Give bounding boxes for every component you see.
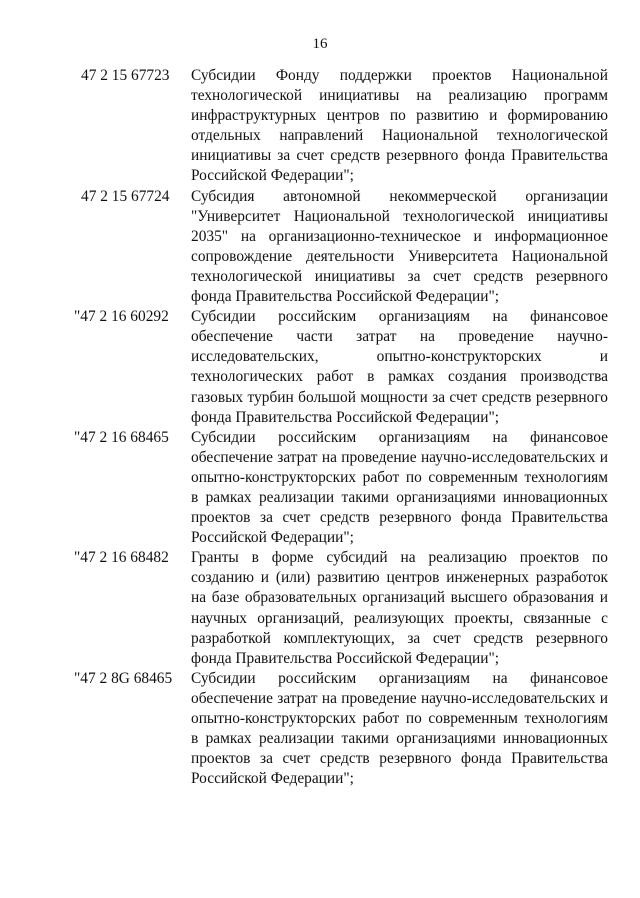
entry-code: 47 2 15 67724 <box>81 187 170 205</box>
list-item <box>74 669 608 790</box>
classification-list <box>74 66 608 789</box>
list-item <box>74 66 608 187</box>
entry-code: "47 2 16 68482 <box>74 549 169 567</box>
entry-description: Субсидия автономной некоммерческой организации "Университет Национальной технологической инициативы 2035" на организационно-техническое и информационное сопровождение деятельности Университета Национальной технологической инициативы за счет средств резервного фонда Правительства Российской Федерации"; <box>191 187 608 306</box>
entry-code: "47 2 16 68465 <box>74 428 169 446</box>
entry-description: Субсидии российским организациям на финансовое обеспечение части затрат на проведение научно-исследовательских, опытно-конструкторских и технологических работ в рамках создания производства газовых турбин большой мощности за счет средств резервного фонда Правительства Российской Федерации"; <box>191 308 608 426</box>
entry-description: Субсидии Фонду поддержки проектов Национальной технологической инициативы на реализацию программ инфраструктурных центров по развитию и формированию отдельных направлений Национальной технологической инициативы за счет средств резервного фонда Правительства Российской Федерации"; <box>191 67 608 185</box>
list-item <box>74 428 608 549</box>
list-item <box>74 548 608 669</box>
list-item <box>74 307 608 428</box>
entry-code: "47 2 16 60292 <box>74 308 169 326</box>
page-number: 16 <box>312 36 328 52</box>
entry-code: "47 2 8G 68465 <box>74 669 173 687</box>
entry-description: Субсидии российским организациям на финансовое обеспечение затрат на проведение научно-исследовательских и опытно-конструкторских работ по современным технологиям в рамках реализации такими организациями инновационных проектов за счет средств резервного фонда Правительства Российской Федерации"; <box>191 428 608 547</box>
entry-code: 47 2 15 67723 <box>81 67 170 84</box>
entry-description: Субсидии российским организациям на финансовое обеспечение затрат на проведение научно-исследовательских и опытно-конструкторских работ по современным технологиям в рамках реализации такими организациями инновационных проектов за счет средств резервного фонда Правительства Российской Федерации"; <box>191 669 608 788</box>
entry-description: Гранты в форме субсидий на реализацию проектов по созданию и (или) развитию центров инженерных разработок на базе образовательных организаций высшего образования и научных организаций, реализующих проекты, связанные с разработкой комплектующих, за счет средств резервного фонда Правительства Российской Федерации"; <box>191 549 608 667</box>
list-item <box>74 187 608 308</box>
